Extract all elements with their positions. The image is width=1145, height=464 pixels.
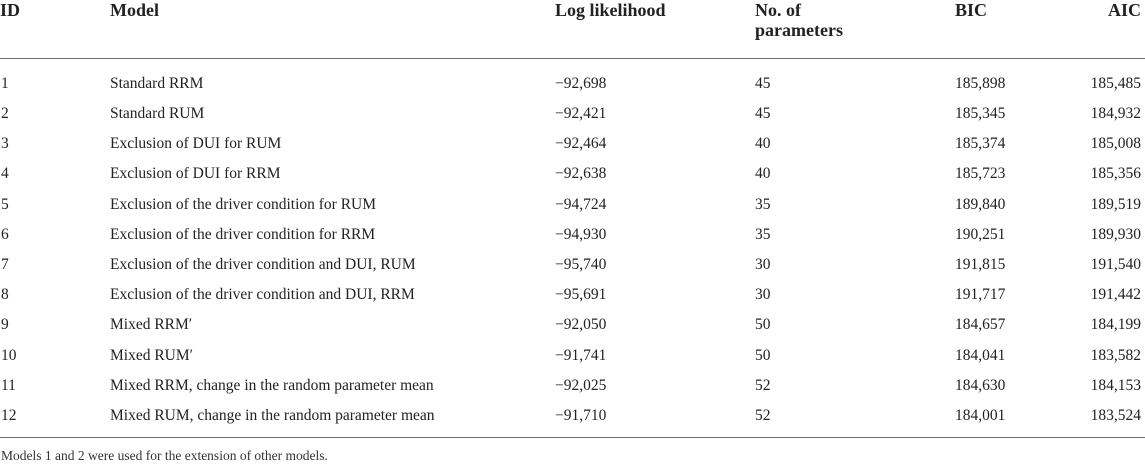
cell-log-likelihood: −92,464: [555, 135, 607, 153]
cell-id: 5: [1, 195, 9, 213]
cell-log-likelihood: −91,741: [555, 346, 607, 364]
cell-bic: 185,723: [955, 165, 1006, 183]
cell-id: 3: [1, 135, 9, 153]
cell-num-parameters: 30: [755, 286, 771, 304]
cell-id: 2: [1, 105, 9, 123]
table-footnote: Models 1 and 2 were used for the extension of other models.: [1, 448, 328, 464]
cell-log-likelihood: −94,930: [555, 225, 607, 243]
cell-id: 6: [1, 225, 9, 243]
cell-num-parameters: 30: [755, 256, 771, 274]
cell-bic: 189,840: [955, 195, 1006, 213]
cell-model: Standard RRM: [110, 75, 204, 92]
cell-model: Exclusion of the driver condition and DUI, RRM: [110, 286, 415, 304]
header-num-parameters-line2: parameters: [755, 20, 843, 40]
cell-model: Mixed RUM, change in the random parameter mean: [110, 406, 435, 424]
table-row: [0, 371, 1145, 401]
header-num-parameters-line1: No. of: [755, 0, 801, 20]
header-num-parameters: [755, 0, 955, 59]
header-model: Model: [110, 0, 555, 59]
cell-bic: 184,657: [955, 316, 1006, 334]
header-row: [0, 0, 1145, 59]
cell-num-parameters: 52: [755, 406, 771, 424]
cell-log-likelihood: −92,050: [555, 316, 607, 334]
table-row: [0, 341, 1145, 371]
cell-log-likelihood: −92,698: [555, 75, 607, 92]
table-row: [0, 159, 1145, 189]
cell-num-parameters: 45: [755, 75, 771, 92]
cell-bic: 184,041: [955, 346, 1006, 364]
cell-id: 12: [1, 406, 17, 424]
cell-num-parameters: 40: [755, 165, 771, 183]
cell-log-likelihood: −91,710: [555, 406, 607, 424]
cell-num-parameters: 40: [755, 135, 771, 153]
table-row: [0, 59, 1145, 100]
cell-model: Mixed RRM′: [110, 316, 193, 334]
table-row: [0, 401, 1145, 437]
cell-bic: 191,717: [955, 286, 1006, 304]
cell-model: Mixed RUM′: [110, 346, 194, 364]
cell-id: 4: [1, 165, 9, 183]
cell-num-parameters: 35: [755, 195, 771, 213]
cell-num-parameters: 50: [755, 346, 771, 364]
header-bic: BIC: [955, 0, 1065, 59]
table-row: [0, 280, 1145, 310]
cell-model: Exclusion of DUI for RUM: [110, 135, 282, 153]
cell-id: 8: [1, 286, 9, 304]
cell-aic: 184,153: [1090, 376, 1141, 394]
cell-model: Exclusion of DUI for RRM: [110, 165, 281, 183]
cell-aic: 183,524: [1090, 406, 1141, 424]
cell-num-parameters: 50: [755, 316, 771, 334]
cell-log-likelihood: −92,025: [555, 376, 607, 394]
cell-bic: 185,374: [955, 135, 1006, 153]
header-id: ID: [0, 0, 110, 59]
cell-num-parameters: 45: [755, 105, 771, 123]
cell-num-parameters: 52: [755, 376, 771, 394]
table-header: [0, 0, 1145, 59]
table-row: [0, 220, 1145, 250]
cell-aic: 184,932: [1090, 105, 1141, 123]
table-row: [0, 250, 1145, 280]
cell-bic: 184,630: [955, 376, 1006, 394]
cell-log-likelihood: −94,724: [555, 195, 607, 213]
cell-aic: 184,199: [1090, 316, 1141, 334]
cell-aic: 185,485: [1090, 75, 1141, 92]
cell-id: 9: [1, 316, 9, 334]
cell-aic: 185,008: [1090, 135, 1141, 153]
cell-aic: 191,540: [1090, 256, 1141, 274]
cell-id: 1: [1, 75, 9, 92]
table-body: [0, 59, 1145, 438]
cell-bic: 184,001: [955, 406, 1006, 424]
cell-log-likelihood: −92,421: [555, 105, 607, 123]
cell-aic: 191,442: [1090, 286, 1141, 304]
header-log-likelihood: Log likelihood: [555, 0, 755, 59]
cell-model: Exclusion of the driver condition for RRM: [110, 225, 376, 243]
table-row: [0, 129, 1145, 159]
cell-bic: 185,898: [955, 75, 1006, 92]
cell-num-parameters: 35: [755, 225, 771, 243]
cell-model: Standard RUM: [110, 105, 205, 123]
table-row: [0, 99, 1145, 129]
cell-aic: 189,930: [1090, 225, 1141, 243]
header-aic: AIC: [1065, 0, 1145, 59]
cell-bic: 190,251: [955, 225, 1006, 243]
cell-model: Mixed RRM, change in the random parameter mean: [110, 376, 434, 394]
cell-aic: 189,519: [1090, 195, 1141, 213]
table-row: [0, 310, 1145, 340]
cell-aic: 183,582: [1090, 346, 1141, 364]
cell-log-likelihood: −95,691: [555, 286, 607, 304]
table-row: [0, 190, 1145, 220]
cell-bic: 185,345: [955, 105, 1006, 123]
cell-model: Exclusion of the driver condition and DUI, RUM: [110, 256, 416, 274]
cell-aic: 185,356: [1090, 165, 1141, 183]
cell-id: 10: [1, 346, 17, 364]
cell-id: 11: [1, 376, 16, 394]
cell-log-likelihood: −95,740: [555, 256, 607, 274]
cell-log-likelihood: −92,638: [555, 165, 607, 183]
cell-model: Exclusion of the driver condition for RUM: [110, 195, 377, 213]
cell-bic: 191,815: [955, 256, 1006, 274]
cell-id: 7: [1, 256, 9, 274]
